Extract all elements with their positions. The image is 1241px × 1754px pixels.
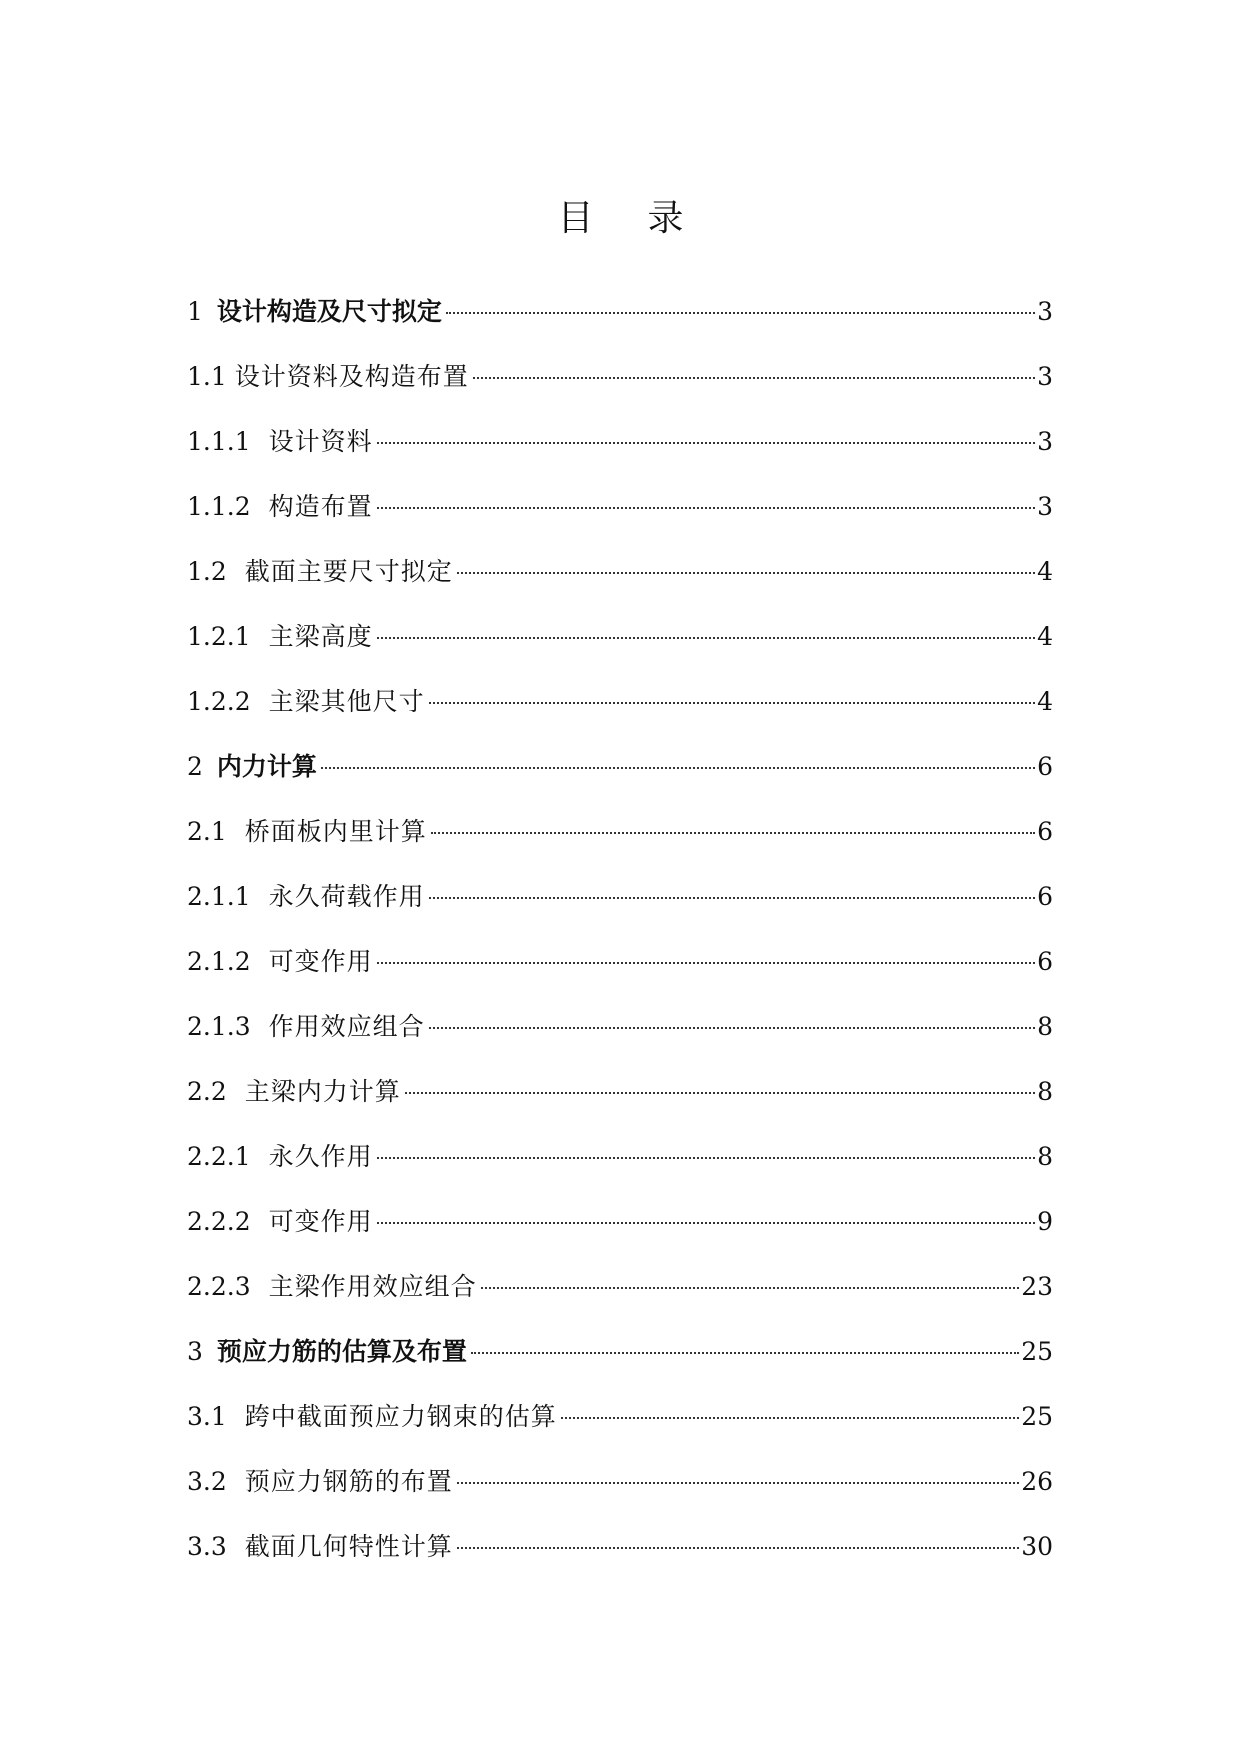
- toc-entry-label: 预应力钢筋的布置: [244, 1467, 453, 1496]
- toc-entry-number: 3.1: [187, 1402, 227, 1431]
- toc-entry[interactable]: [187, 1330, 1053, 1395]
- toc-entry-page: 6: [1037, 752, 1053, 781]
- toc-entry-page: 6: [1037, 882, 1053, 911]
- toc-entry[interactable]: [187, 745, 1053, 810]
- toc-entry-label: 可变作用: [268, 947, 373, 976]
- toc-entry[interactable]: [187, 1200, 1053, 1265]
- toc-entry-number: 2.2.3: [187, 1272, 251, 1301]
- dot-leader: [457, 1482, 1019, 1484]
- toc-entry-number: 1.1.1: [187, 427, 251, 456]
- dot-leader: [429, 702, 1035, 704]
- toc-entry-number: 2.1.3: [187, 1012, 251, 1041]
- toc-entry[interactable]: [187, 875, 1053, 940]
- toc-entry-number: 1.1.2: [187, 492, 251, 521]
- dot-leader: [473, 377, 1035, 379]
- toc-entry[interactable]: [187, 1070, 1053, 1135]
- toc-entry[interactable]: [187, 1395, 1053, 1460]
- toc-entry-page: 3: [1037, 297, 1053, 326]
- dot-leader: [429, 897, 1035, 899]
- toc-entry[interactable]: [187, 1460, 1053, 1525]
- dot-leader: [377, 637, 1035, 639]
- toc-entry-number: 1.2.2: [187, 687, 251, 716]
- toc-entry-page: 3: [1037, 492, 1053, 521]
- toc-entry-number: 3.2: [187, 1467, 227, 1496]
- toc-entry-page: 8: [1037, 1012, 1053, 1041]
- toc-entry-number: 2.1: [187, 817, 227, 846]
- toc-entry-label: 构造布置: [268, 492, 373, 521]
- toc-entry-label: 截面几何特性计算: [244, 1532, 453, 1561]
- toc-entry-page: 25: [1021, 1402, 1053, 1431]
- toc-entry-page: 3: [1037, 427, 1053, 456]
- toc-entry-page: 8: [1037, 1142, 1053, 1171]
- dot-leader: [431, 832, 1035, 834]
- toc-entry-number: 3.3: [187, 1532, 227, 1561]
- toc-entry-page: 4: [1037, 622, 1053, 651]
- toc-entry[interactable]: [187, 810, 1053, 875]
- toc-entry-label: 主梁作用效应组合: [268, 1272, 477, 1301]
- toc-entry-label: 可变作用: [268, 1207, 373, 1236]
- toc-entry[interactable]: [187, 1265, 1053, 1330]
- toc-entry-number: 2.2.2: [187, 1207, 251, 1236]
- toc-entry[interactable]: [187, 290, 1053, 355]
- dot-leader: [446, 312, 1035, 314]
- page-title: [0, 190, 1241, 241]
- toc-list: [187, 290, 1053, 1590]
- toc-entry-page: 25: [1021, 1337, 1053, 1366]
- toc-entry-number: 1.2: [187, 557, 227, 586]
- toc-entry[interactable]: [187, 1525, 1053, 1590]
- toc-entry[interactable]: [187, 680, 1053, 745]
- toc-entry-page: 6: [1037, 817, 1053, 846]
- toc-entry-page: 4: [1037, 557, 1053, 586]
- toc-entry[interactable]: [187, 485, 1053, 550]
- toc-entry-number: 3: [187, 1337, 203, 1366]
- dot-leader: [457, 572, 1035, 574]
- dot-leader: [377, 1222, 1035, 1224]
- toc-entry-label: 设计构造及尺寸拟定: [216, 297, 442, 326]
- toc-entry-label: 永久荷载作用: [268, 882, 425, 911]
- title-char-2: 录: [647, 198, 684, 239]
- toc-entry[interactable]: [187, 1005, 1053, 1070]
- dot-leader: [481, 1287, 1020, 1289]
- toc-entry-label: 作用效应组合: [268, 1012, 425, 1041]
- toc-entry-label: 截面主要尺寸拟定: [244, 557, 453, 586]
- dot-leader: [561, 1417, 1019, 1419]
- dot-leader: [377, 1157, 1035, 1159]
- toc-entry-page: 3: [1037, 362, 1053, 391]
- dot-leader: [457, 1547, 1019, 1549]
- toc-entry-number: 1.1: [187, 362, 227, 391]
- toc-entry-number: 1.2.1: [187, 622, 251, 651]
- toc-entry-page: 9: [1037, 1207, 1053, 1236]
- toc-entry-page: 23: [1021, 1272, 1053, 1301]
- dot-leader: [405, 1092, 1035, 1094]
- dot-leader: [429, 1027, 1035, 1029]
- toc-entry-page: 8: [1037, 1077, 1053, 1106]
- dot-leader: [377, 442, 1035, 444]
- toc-entry-label: 设计资料及构造布置: [234, 362, 469, 391]
- toc-entry[interactable]: [187, 550, 1053, 615]
- toc-entry-number: 2.2: [187, 1077, 227, 1106]
- toc-entry-label: 设计资料: [268, 427, 373, 456]
- toc-entry-number: 2: [187, 752, 203, 781]
- toc-entry-label: 永久作用: [268, 1142, 373, 1171]
- toc-entry-label: 预应力筋的估算及布置: [216, 1337, 467, 1366]
- toc-entry-label: 主梁其他尺寸: [268, 687, 425, 716]
- toc-entry-number: 1: [187, 297, 203, 326]
- dot-leader: [377, 507, 1035, 509]
- toc-entry-page: 26: [1021, 1467, 1053, 1496]
- toc-entry-label: 内力计算: [216, 752, 317, 781]
- toc-entry[interactable]: [187, 420, 1053, 485]
- toc-entry-page: 6: [1037, 947, 1053, 976]
- toc-entry-label: 桥面板内里计算: [244, 817, 427, 846]
- toc-entry-number: 2.2.1: [187, 1142, 251, 1171]
- toc-entry[interactable]: [187, 355, 1053, 420]
- toc-entry-label: 主梁高度: [268, 622, 373, 651]
- toc-entry-page: 30: [1021, 1532, 1053, 1561]
- toc-entry-label: 主梁内力计算: [244, 1077, 401, 1106]
- toc-entry[interactable]: [187, 1135, 1053, 1200]
- title-char-1: 目: [557, 198, 594, 239]
- toc-entry-number: 2.1.1: [187, 882, 251, 911]
- toc-entry-number: 2.1.2: [187, 947, 251, 976]
- dot-leader: [471, 1352, 1019, 1354]
- toc-entry[interactable]: [187, 615, 1053, 680]
- dot-leader: [321, 767, 1035, 769]
- dot-leader: [377, 962, 1035, 964]
- toc-entry[interactable]: [187, 940, 1053, 1005]
- toc-entry-label: 跨中截面预应力钢束的估算: [244, 1402, 557, 1431]
- toc-entry-page: 4: [1037, 687, 1053, 716]
